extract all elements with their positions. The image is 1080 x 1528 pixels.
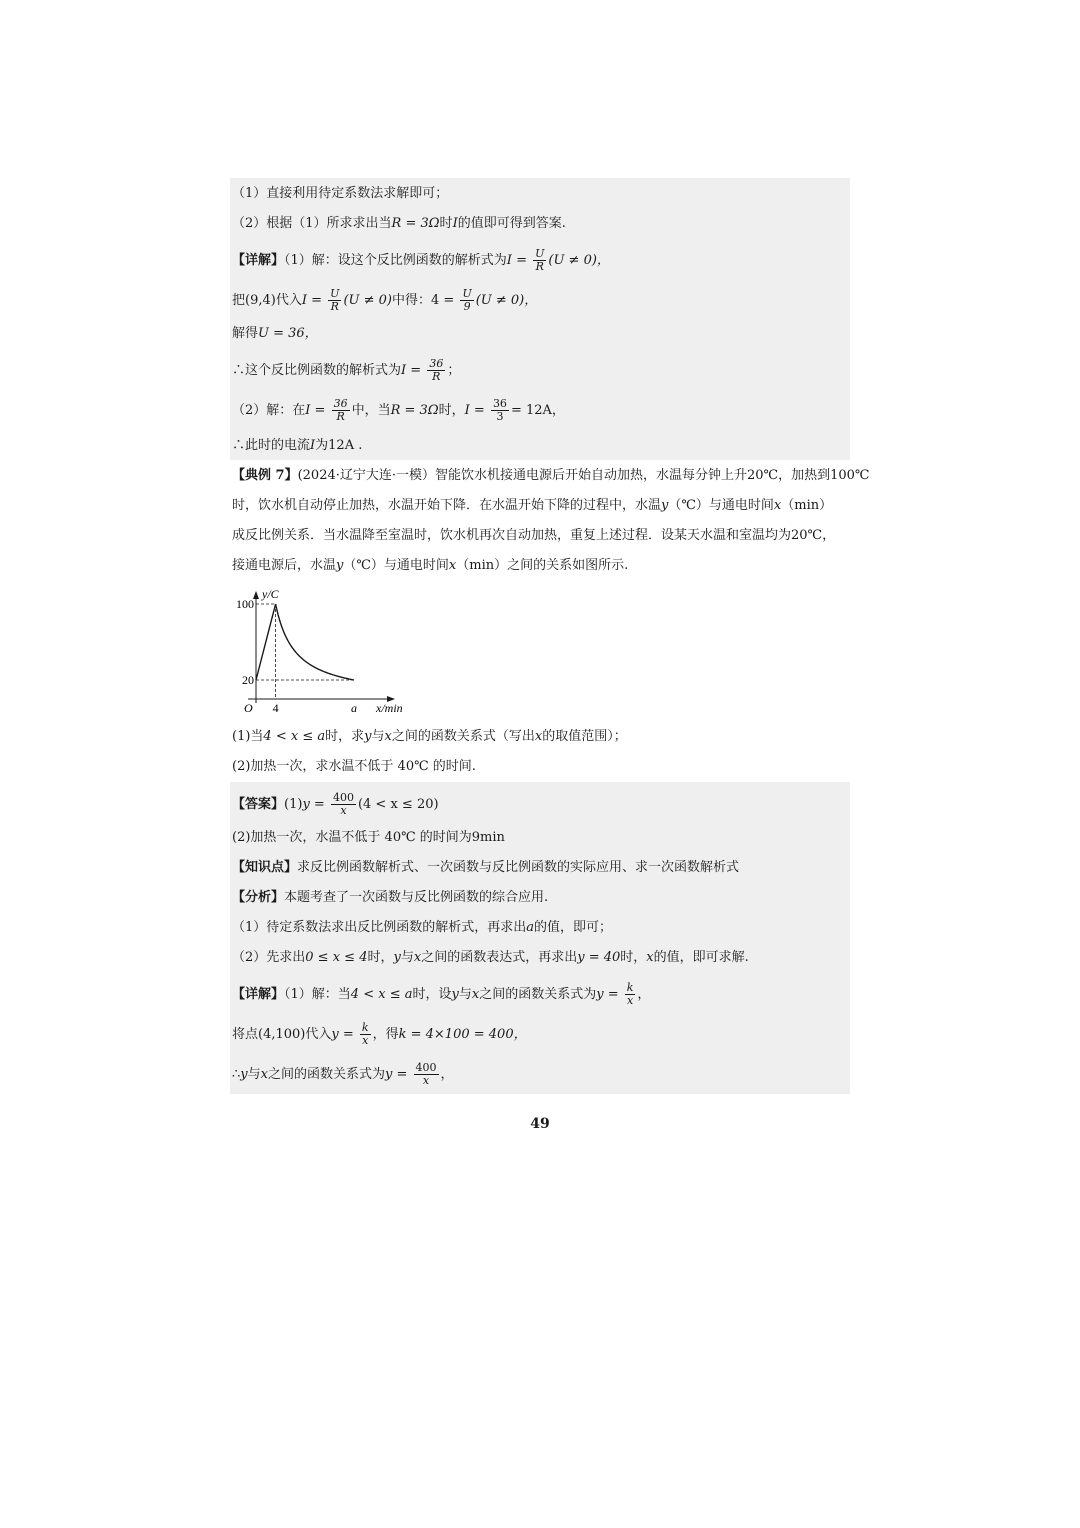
- fraction: $\frac{U}{R}$: [330, 287, 340, 313]
- y-tick-label-100: 100: [236, 597, 254, 611]
- fraction: $\frac{k}{x}$: [361, 1021, 369, 1047]
- knowledge-point-line: 【知识点】求反比例函数解析式、一次函数与反比例函数的实际应用、求一次函数解析式: [232, 860, 740, 875]
- answer-detail-line-1: 【详解】（1）解：当4 < x ≤ a时，设y与x之间的函数关系式为y = $\frac{k}{x}$ ，: [232, 981, 651, 1007]
- fraction: $\frac{400}{x}$: [415, 1061, 437, 1087]
- fraction: $\frac{36}{R}$: [429, 357, 444, 383]
- answer-detail-line-3: ∴y与x之间的函数关系式为y = $\frac{400}{x}$ ，: [232, 1061, 454, 1087]
- page-number: 49: [530, 1116, 550, 1132]
- step-line-2: （2）先求出0 ≤ x ≤ 4时，y与x之间的函数表达式，再求出y = 40时，x的值，即可求解.: [232, 950, 749, 965]
- example-paragraph-3: 成反比例关系．当水温降至室温时，饮水机再次自动加热，重复上述过程．设某天水温和室温均为20℃，: [232, 528, 836, 543]
- detail-line-3: 解得U = 36，: [232, 326, 318, 341]
- fraction: $\frac{k}{x}$: [626, 981, 634, 1007]
- question-2: (2)加热一次，求水温不低于 40℃ 的时间.: [232, 759, 476, 774]
- y-axis-label: y/C: [262, 587, 279, 601]
- detail-line-6: ∴此时的电流I为12A .: [232, 438, 363, 453]
- question-1: (1)当4 < x ≤ a时，求y与x之间的函数关系式（写出x的取值范围）；: [232, 729, 627, 744]
- detail-line-4: ∴这个反比例函数的解析式为I = $\frac{36}{R}$ ；: [232, 357, 461, 383]
- series-heating-line: [256, 604, 276, 680]
- fraction: $\frac{U}{9}$: [462, 287, 472, 313]
- detail-line-2: 把(9,4)代入I = $\frac{U}{R}$ (U ≠ 0)中得：4 = $\frac{U}{9}$ (U ≠ 0)，: [232, 287, 538, 313]
- fraction: $\frac{U}{R}$: [535, 247, 545, 273]
- fraction: $\frac{36}{3}$: [492, 397, 507, 423]
- answer-detail-line-2: 将点(4,100)代入y = $\frac{k}{x}$ ，得k = 4×100 = 400，: [232, 1021, 527, 1047]
- x-tick-label-4: 4: [272, 701, 279, 715]
- hint-line-2: （2）根据（1）所求求出当R = 3Ω时I的值即可得到答案.: [232, 216, 566, 231]
- x-tick-label-a: a: [351, 701, 357, 715]
- detail-line-5: （2）解：在I = $\frac{36}{R}$ 中，当R = 3Ω时，I = $\frac{36}{3}$ = 12A，: [232, 397, 565, 423]
- y-tick-label-20: 20: [242, 673, 254, 687]
- example-paragraph-2: 时，饮水机自动停止加热，水温开始下降．在水温开始下降的过程中，水温y（℃）与通电时间x（min）: [232, 498, 833, 513]
- x-axis-label: x/min: [376, 701, 403, 715]
- series-cooling-curve: [276, 604, 354, 680]
- detail-line-1: 【详解】（1）解：设这个反比例函数的解析式为I = $\frac{U}{R}$ (U ≠ 0)，: [232, 247, 610, 273]
- step-line-1: （1）待定系数法求出反比例函数的解析式，再求出a的值，即可；: [232, 920, 613, 935]
- answer-line-1: 【答案】(1)y = $\frac{400}{x}$ (4 < x ≤ 20): [232, 791, 439, 817]
- temperature-time-chart: [226, 586, 426, 718]
- answer-line-2: (2)加热一次，水温不低于 40℃ 的时间为9min: [232, 830, 505, 845]
- origin-label: O: [244, 701, 253, 715]
- hint-line-1: （1）直接利用待定系数法求解即可；: [232, 186, 449, 201]
- analysis-line: 【分析】本题考查了一次函数与反比例函数的综合应用.: [232, 890, 549, 905]
- example-paragraph-1: 【典例 7】(2024·辽宁大连·一模）智能饮水机接通电源后开始自动加热，水温每分钟上升20℃，加热到100℃: [232, 468, 870, 483]
- fraction: $\frac{400}{x}$: [332, 791, 354, 817]
- example-paragraph-4: 接通电源后，水温y（℃）与通电时间x（min）之间的关系如图所示.: [232, 558, 629, 573]
- fraction: $\frac{36}{R}$: [333, 397, 348, 423]
